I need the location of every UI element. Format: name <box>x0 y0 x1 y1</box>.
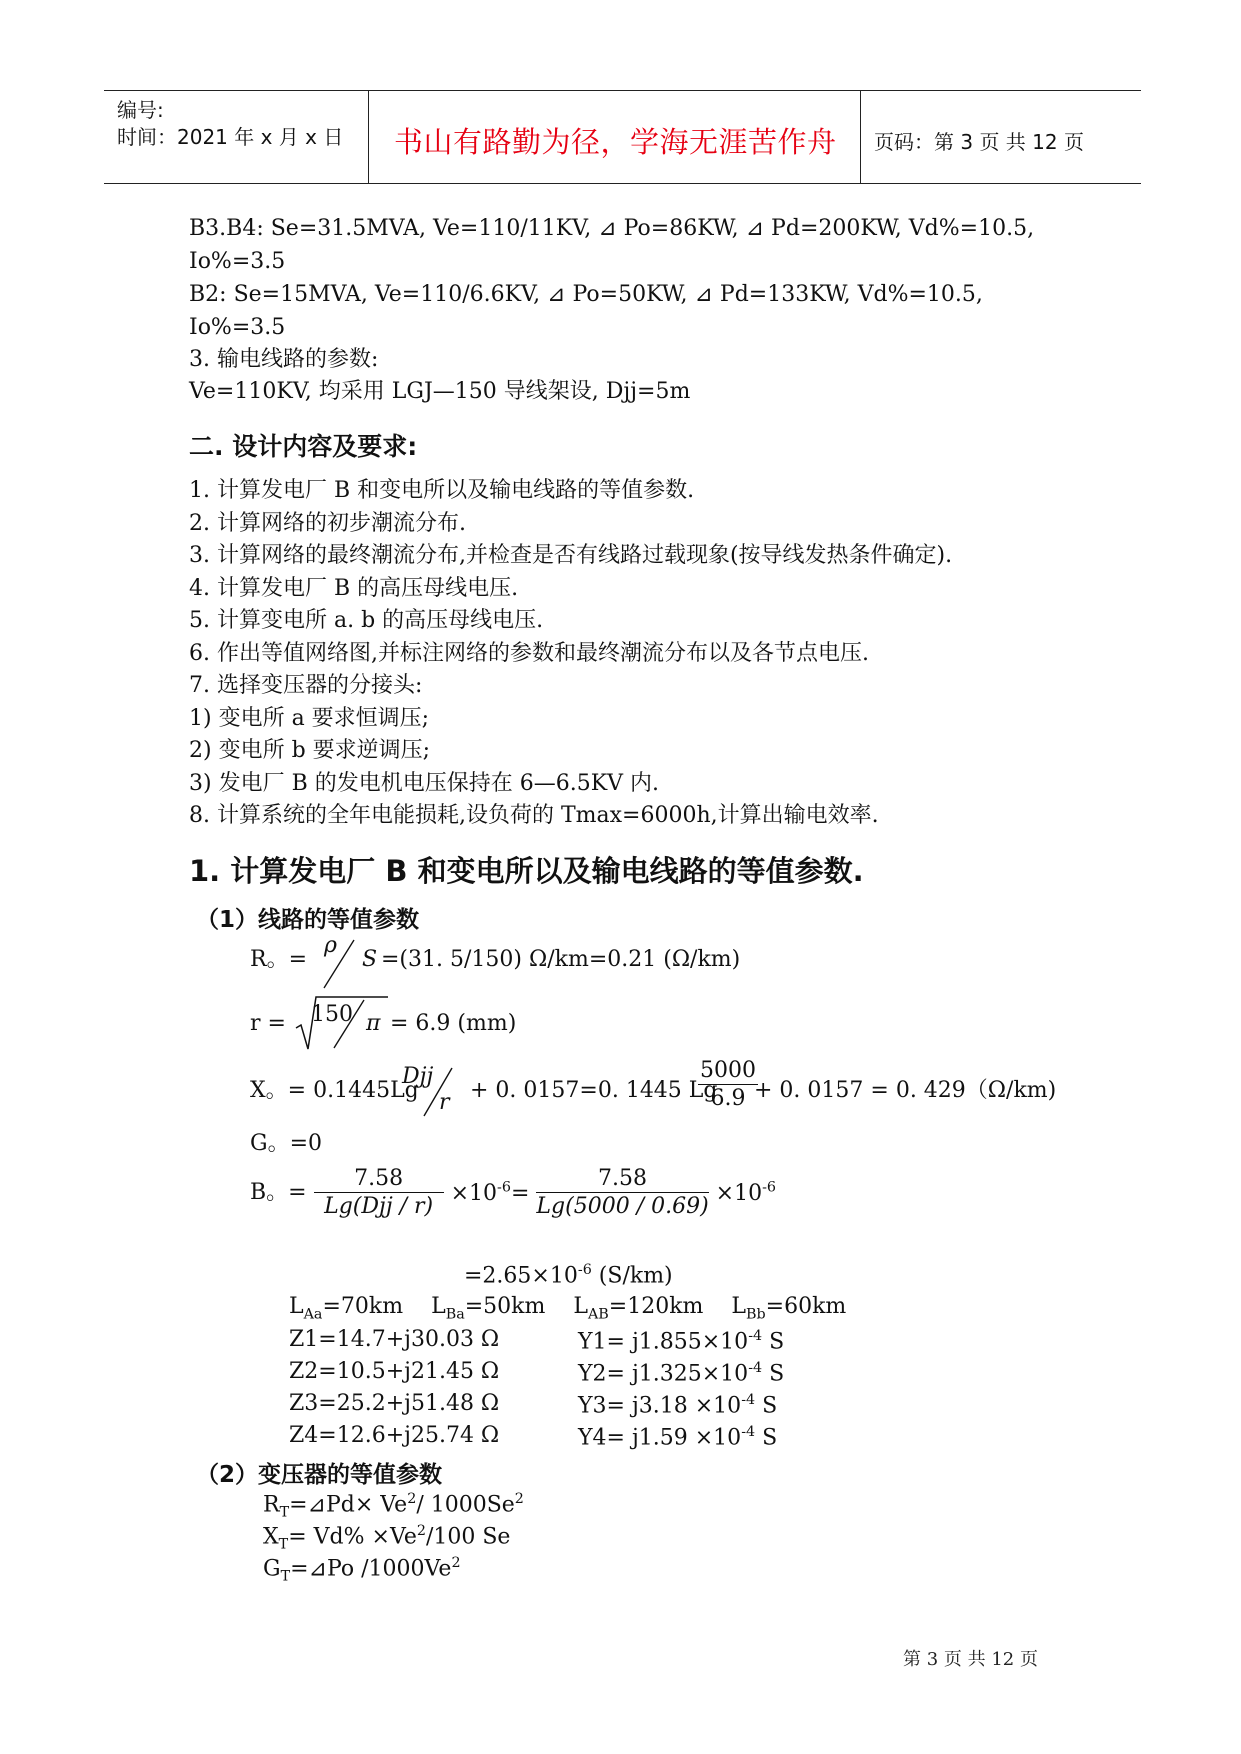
admittance-y2 <box>578 1361 784 1385</box>
header-divider-right <box>860 90 861 184</box>
formula-r-lhs: r = <box>250 1011 286 1036</box>
b0-eq: = <box>510 1181 530 1207</box>
x0-fraction <box>698 1060 758 1110</box>
b0-num2: 7.58 <box>536 1168 708 1193</box>
sqrt-inner: 150 <box>311 1002 353 1027</box>
r0-rhs: =(31. 5/150) Ω/km=0.21 (Ω/km) <box>381 947 741 972</box>
param-b3b4-io: Io%=3.5 <box>189 249 286 274</box>
impedance-z3: Z3=25.2+j51.48 Ω <box>289 1391 500 1416</box>
y1-exp: -4 <box>748 1328 763 1344</box>
design-item: 2) 变电所 b 要求逆调压; <box>189 738 431 763</box>
design-item: 3) 发电厂 B 的发电机电压保持在 6—6.5KV 内. <box>189 771 660 796</box>
formula-gt <box>263 1556 461 1584</box>
r0-lhs: R。= <box>250 947 307 972</box>
formula-r0 <box>250 949 307 971</box>
design-item: 7. 选择变压器的分接头: <box>189 673 423 698</box>
y1-unit: S <box>762 1329 785 1355</box>
impedance-z4: Z4=12.6+j25.74 Ω <box>289 1423 500 1448</box>
length-bb-val: =60km <box>765 1294 847 1319</box>
r-rhs: = 6.9 (mm) <box>390 1011 517 1036</box>
header-top-rule <box>104 90 1141 91</box>
y3-exp: -4 <box>741 1392 756 1408</box>
length-aa-sub: Aa <box>303 1306 323 1323</box>
y3-unit: S <box>755 1393 778 1419</box>
pi-symbol: π <box>366 1011 381 1036</box>
design-item: 2. 计算网络的初步潮流分布. <box>189 511 466 536</box>
djj-symbol: Djj <box>402 1064 434 1089</box>
y4-unit: S <box>755 1425 778 1451</box>
formula-g0: G。=0 <box>250 1131 323 1156</box>
b0-lhs: B。= <box>250 1180 307 1205</box>
design-item: 5. 计算变电所 a. b 的高压母线电压. <box>189 608 544 633</box>
r-symbol: r <box>439 1090 450 1115</box>
b0-result-exp: -6 <box>577 1262 592 1278</box>
y4-text: Y4= j1.59 ×10 <box>578 1425 742 1451</box>
section-heading-calc: 1. 计算发电厂 B 和变电所以及输电线路的等值参数. <box>189 854 864 888</box>
length-bb-sub: Bb <box>746 1306 766 1323</box>
subheading-line-params: （1）线路的等值参数 <box>196 907 420 933</box>
x0-rhs: + 0. 0157 = 0. 429（Ω/km) <box>754 1078 1057 1103</box>
design-item: 6. 作出等值网络图,并标注网络的参数和最终潮流分布以及各节点电压. <box>189 641 869 666</box>
gt-sub: T <box>280 1568 291 1585</box>
rt-sup: 2 <box>407 1491 417 1507</box>
length-aa-l: L <box>289 1294 304 1319</box>
y2-unit: S <box>762 1361 785 1387</box>
rho-symbol: ρ <box>324 933 337 958</box>
length-aa-val: =70km <box>322 1294 404 1319</box>
document-time-label: 时间：2021 年 x 月 x 日 <box>117 125 344 149</box>
length-ba <box>431 1294 546 1323</box>
header-divider-left <box>368 90 369 184</box>
b0-mul2: ×10 <box>715 1181 763 1207</box>
length-bb-l: L <box>731 1294 746 1319</box>
b0-result-text: =2.65×10 <box>464 1263 578 1289</box>
subheading-transformer-params: （2）变压器的等值参数 <box>196 1462 443 1488</box>
length-ba-sub: Ba <box>445 1306 465 1323</box>
y2-exp: -4 <box>748 1360 763 1376</box>
xt-sub: T <box>278 1536 289 1553</box>
x0-frac-num: 5000 <box>700 1058 756 1083</box>
param-b3b4: B3.B4: Se=31.5MVA, Ve=110/11KV, ⊿ Po=86KW, ⊿ Pd=200KW, Vd%=10.5, <box>189 216 1035 241</box>
document-number-label: 编号: <box>117 98 164 122</box>
xt-b: = Vd% ×Ve <box>288 1524 417 1550</box>
section-heading-design: 二. 设计内容及要求: <box>189 432 418 461</box>
xt-c: /100 Se <box>425 1524 511 1550</box>
admittance-y4 <box>578 1425 777 1449</box>
length-ab <box>573 1294 704 1323</box>
length-ba-l: L <box>431 1294 446 1319</box>
s-symbol: S <box>362 947 378 972</box>
design-item: 4. 计算发电厂 B 的高压母线电压. <box>189 576 519 601</box>
b0-exp1: -6 <box>497 1179 511 1196</box>
length-ab-val: =120km <box>608 1294 704 1319</box>
param-b2-io: Io%=3.5 <box>189 315 286 340</box>
formula-b0 <box>250 1168 776 1218</box>
page-footer: 第 3 页 共 12 页 <box>903 1649 1038 1670</box>
header-motto: 书山有路勤为径，学海无涯苦作舟 <box>394 125 837 159</box>
admittance-y3 <box>578 1393 777 1417</box>
line-params-desc: Ve=110KV, 均采用 LGJ—150 导线架设, Djj=5m <box>189 379 691 404</box>
b0-mul1: ×10 <box>450 1181 498 1207</box>
formula-xt <box>263 1524 510 1552</box>
length-ab-l: L <box>573 1294 588 1319</box>
xt-sup: 2 <box>416 1523 426 1539</box>
rt-sub: T <box>279 1504 290 1521</box>
design-item: 1. 计算发电厂 B 和变电所以及输电线路的等值参数. <box>189 478 695 503</box>
gt-a: G <box>263 1556 281 1582</box>
length-ab-sub: AB <box>587 1306 609 1323</box>
length-bb <box>731 1294 847 1323</box>
admittance-y1 <box>578 1329 784 1353</box>
b0-num1: 7.58 <box>314 1168 444 1193</box>
b0-exp2: -6 <box>762 1179 777 1196</box>
y1-text: Y1= j1.855×10 <box>578 1329 749 1355</box>
x0-frac-den: 6.9 <box>710 1086 746 1111</box>
b0-den1: Lg(Djj / r) <box>324 1194 434 1219</box>
rt-sup2: 2 <box>514 1491 524 1507</box>
b0-result-unit: (S/km) <box>591 1263 673 1289</box>
b0-den2: Lg(5000 / 0.69) <box>536 1194 709 1219</box>
slash-rho-s <box>318 938 358 990</box>
page-number-label: 页码：第 3 页 共 12 页 <box>874 130 1084 154</box>
rt-b: =⊿Pd× Ve <box>289 1492 408 1518</box>
y3-text: Y3= j3.18 ×10 <box>578 1393 742 1419</box>
formula-rt <box>263 1492 524 1520</box>
line-params-title: 3. 输电线路的参数: <box>189 347 379 372</box>
design-item: 1) 变电所 a 要求恒调压; <box>189 706 430 731</box>
slash-djj-r <box>420 1066 456 1118</box>
impedance-z1: Z1=14.7+j30.03 Ω <box>289 1327 500 1352</box>
header-bottom-rule <box>104 183 1141 184</box>
y4-exp: -4 <box>741 1424 756 1440</box>
length-ba-val: =50km <box>464 1294 546 1319</box>
gt-sup: 2 <box>451 1555 461 1571</box>
rt-a: R <box>263 1492 280 1518</box>
gt-b: =⊿Po /1000Ve <box>290 1556 452 1582</box>
x0-mid: + 0. 0157=0. 1445 Lg <box>470 1078 718 1103</box>
b0-result <box>464 1263 673 1287</box>
design-item: 3. 计算网络的最终潮流分布,并检查是否有线路过载现象(按导线发热条件确定). <box>189 543 953 568</box>
line-lengths <box>289 1296 846 1322</box>
param-b2: B2: Se=15MVA, Ve=110/6.6KV, ⊿ Po=50KW, ⊿ Pd=133KW, Vd%=10.5, <box>189 282 983 307</box>
design-item: 8. 计算系统的全年电能损耗,设负荷的 Tmax=6000h,计算出输电效率. <box>189 803 879 828</box>
length-aa <box>289 1294 404 1323</box>
xt-a: X <box>263 1524 279 1550</box>
impedance-z2: Z2=10.5+j21.45 Ω <box>289 1359 500 1384</box>
formula-x0-lhs: X。= 0.1445Lg <box>250 1078 419 1103</box>
rt-c: / 1000Se <box>416 1492 515 1518</box>
y2-text: Y2= j1.325×10 <box>578 1361 749 1387</box>
